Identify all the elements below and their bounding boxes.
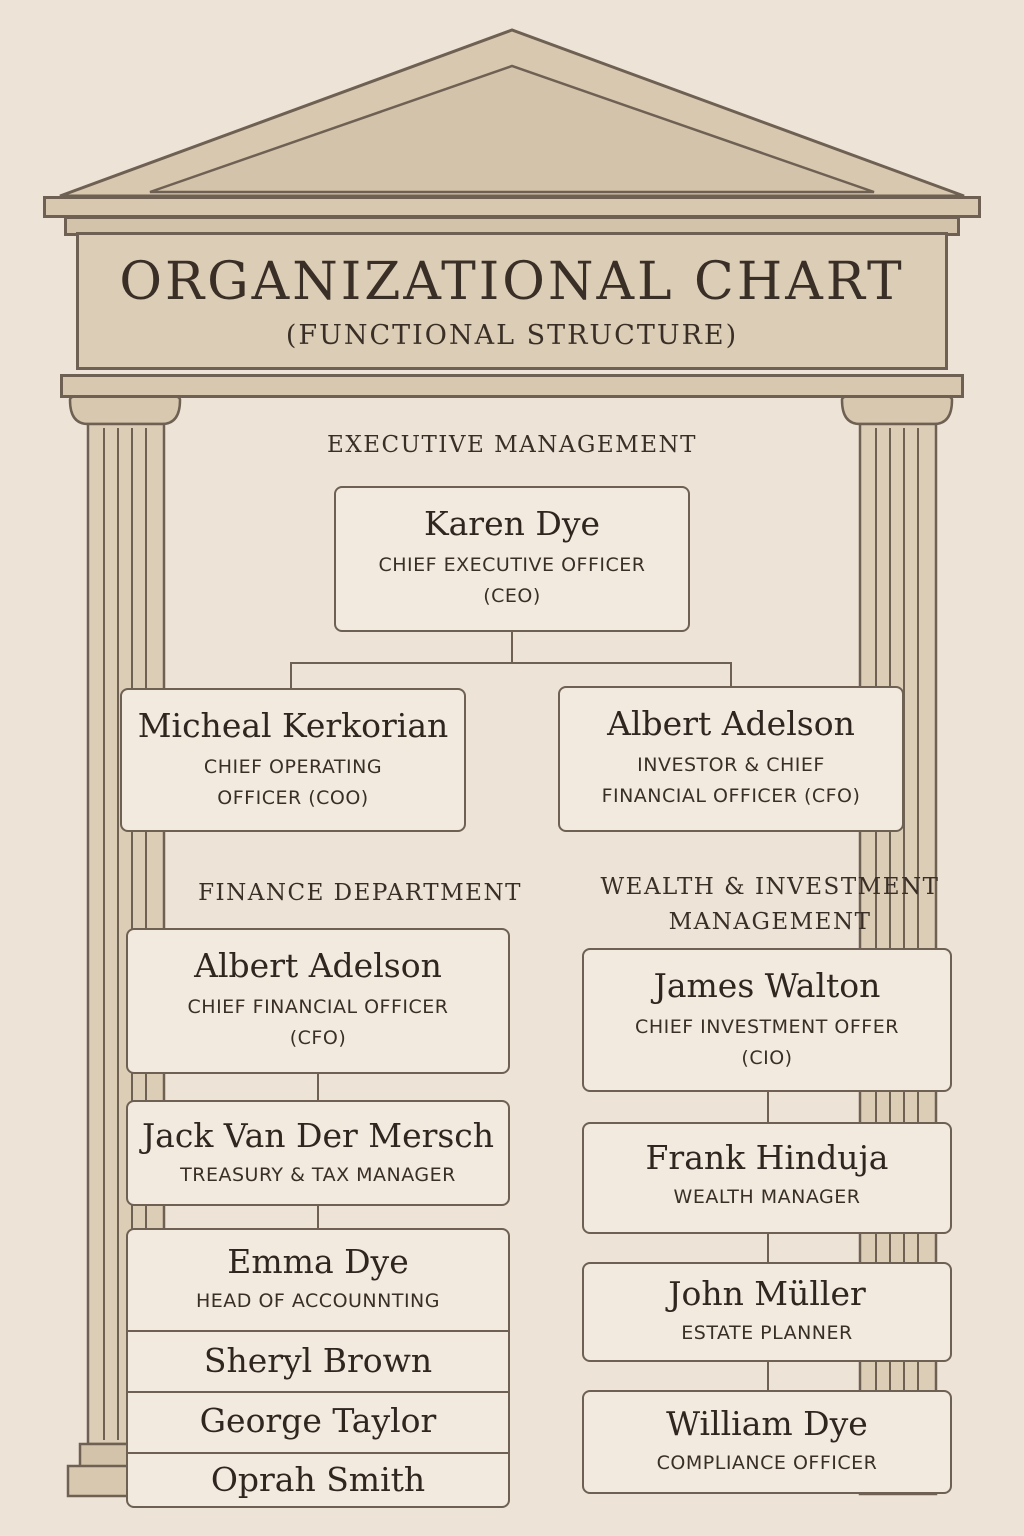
treasury-name: Jack Van Der Mersch — [141, 1116, 495, 1155]
accounting-staff-row[interactable] — [128, 1343, 508, 1379]
ceo-card[interactable] — [334, 486, 690, 632]
accounting-head-role: HEAD OF ACCOUNNTING — [195, 1290, 440, 1313]
cfo-exec-role-line2: FINANCIAL OFFICER (CFO) — [601, 784, 861, 807]
compliance-role: COMPLIANCE OFFICER — [656, 1452, 878, 1475]
staff-name: George Taylor — [199, 1401, 437, 1440]
section-wealth-line2: MANAGEMENT — [668, 908, 872, 935]
finance-cfo-role: CHIEF FINANCIAL OFFICER — [187, 996, 449, 1019]
compliance-card[interactable] — [582, 1390, 952, 1494]
connector-to-cfo — [730, 662, 732, 688]
cfo-exec-name: Albert Adelson — [607, 704, 855, 743]
coo-role-line2: OFFICER (COO) — [217, 786, 369, 809]
section-finance-department: FINANCE DEPARTMENT — [198, 880, 522, 906]
coo-name: Micheal Kerkorian — [137, 706, 449, 745]
connector-finance-1 — [317, 1074, 319, 1100]
accounting-staff-row[interactable] — [128, 1462, 508, 1498]
estate-planner-name: John Müller — [668, 1274, 866, 1313]
connector-finance-2 — [317, 1206, 319, 1230]
connector-wealth-1 — [767, 1092, 769, 1122]
wealth-manager-card[interactable] — [582, 1122, 952, 1234]
treasury-card[interactable] — [126, 1100, 510, 1206]
chart-title: ORGANIZATIONAL CHART — [119, 252, 905, 312]
connector-exec-horizontal — [290, 662, 732, 664]
cio-role: CHIEF INVESTMENT OFFER — [635, 1016, 899, 1039]
wealth-manager-name: Frank Hinduja — [645, 1138, 889, 1177]
cornice-top — [43, 196, 981, 218]
chart-subtitle: (FUNCTIONAL STRUCTURE) — [285, 320, 739, 351]
cio-role-abbrev: (CIO) — [741, 1046, 793, 1069]
cio-card[interactable] — [582, 948, 952, 1092]
estate-planner-role: ESTATE PLANNER — [681, 1322, 853, 1345]
connector-wealth-2 — [767, 1234, 769, 1262]
section-executive-management: EXECUTIVE MANAGEMENT — [327, 432, 697, 458]
cfo-exec-card[interactable] — [558, 686, 904, 832]
architrave-beam — [60, 374, 964, 398]
accounting-staff-row[interactable] — [128, 1403, 508, 1439]
finance-cfo-role-abbrev: (CFO) — [289, 1026, 347, 1049]
accounting-head-name: Emma Dye — [227, 1242, 409, 1281]
coo-card[interactable] — [120, 688, 466, 832]
compliance-name: William Dye — [666, 1404, 868, 1443]
ceo-role-abbrev: (CEO) — [483, 584, 541, 607]
divider — [128, 1391, 508, 1393]
finance-cfo-card[interactable] — [126, 928, 510, 1074]
divider — [128, 1330, 508, 1332]
connector-to-coo — [290, 662, 292, 688]
ceo-name: Karen Dye — [423, 504, 600, 543]
finance-cfo-name: Albert Adelson — [194, 946, 442, 985]
connector-wealth-3 — [767, 1362, 769, 1390]
staff-name: Oprah Smith — [210, 1460, 426, 1499]
cfo-exec-role: INVESTOR & CHIEF — [637, 754, 825, 777]
wealth-manager-role: WEALTH MANAGER — [673, 1186, 861, 1209]
accounting-team-card[interactable] — [126, 1228, 510, 1508]
section-wealth-line1: WEALTH & INVESTMENT — [600, 874, 940, 900]
ceo-role: CHIEF EXECUTIVE OFFICER — [378, 554, 646, 577]
coo-role: CHIEF OPERATING — [203, 756, 383, 779]
connector-ceo-down — [511, 632, 513, 664]
estate-planner-card[interactable] — [582, 1262, 952, 1362]
treasury-role: TREASURY & TAX MANAGER — [180, 1164, 456, 1187]
section-wealth-management — [560, 870, 980, 939]
cio-name: James Walton — [653, 966, 881, 1005]
divider — [128, 1452, 508, 1454]
accounting-head[interactable] — [128, 1244, 508, 1317]
staff-name: Sheryl Brown — [203, 1341, 433, 1380]
